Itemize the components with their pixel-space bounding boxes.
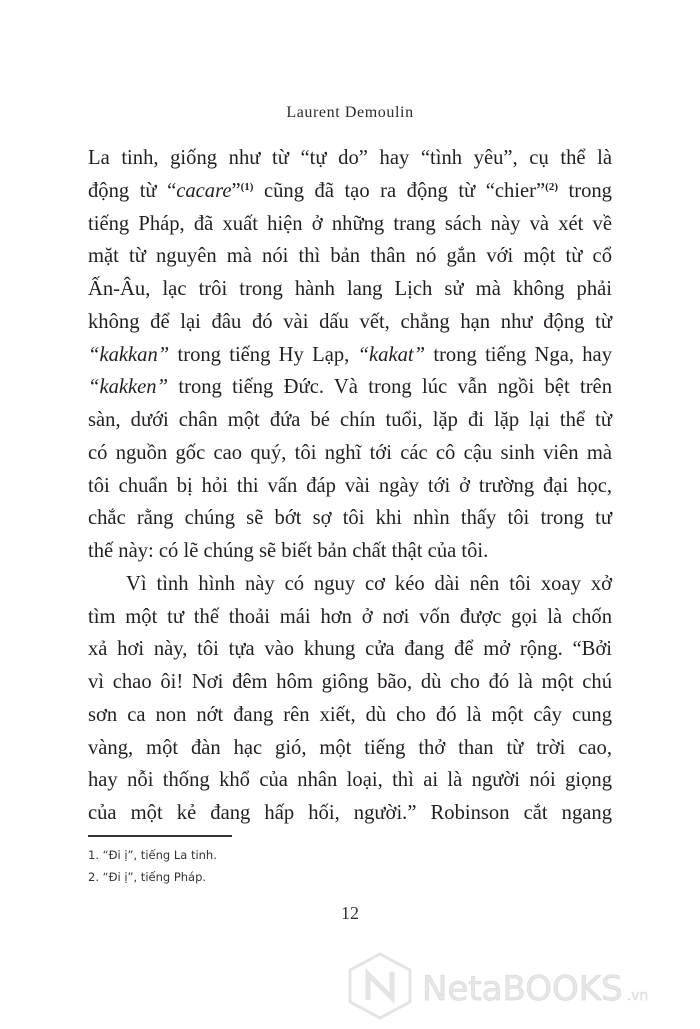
text-run: tôi chuẩn bị hỏi thi vấn đáp vài ngày tới ở trường đại học, [88,474,612,497]
text-line [88,208,612,241]
text-run: “kakkan” [88,343,170,366]
footnote-1: 1. “Đi ị”, tiếng La tinh. [88,848,217,862]
text-run: tiếng Pháp, đã xuất hiện ở những trang sách này và xét về [88,212,612,235]
text-line [88,470,612,503]
text-line [88,142,612,175]
text-run: ” [231,179,241,202]
footnote-marker: (1) [240,180,254,193]
text-run: xả hơi này, tôi tựa vào khung cửa đang để mở rộng. “Bởi [88,638,612,661]
text-run: động từ “ [88,179,177,202]
text-run: tìm một tư thế thoải mái hơn ở nơi vốn được gọi là chốn [88,605,612,628]
footnote-2: 2. “Đi ị”, tiếng Pháp. [88,870,207,884]
running-header: Laurent Demoulin [286,104,414,121]
text-run: “kakat” [357,343,426,366]
watermark-text: NetaBOOKS [422,969,623,1009]
text-line [88,535,612,568]
text-line [88,699,612,732]
text-run: hay nỗi thống khổ của nhân loại, thì ai là người nói giọng [88,769,612,792]
footnote-marker: (2) [545,180,558,193]
text-run: có nguồn gốc cao quý, tôi nghĩ tới các cô cậu sinh viên mà [88,441,612,464]
text-line [88,568,612,601]
text-run: Ấn-Âu, lạc trôi trong hành lang Lịch sử mà không phải [88,278,612,300]
text-run: cũng đã tạo ra động từ “chier” [253,179,546,202]
body-text [88,142,612,830]
text-line [88,371,612,404]
text-line [88,404,612,437]
text-run: của một kẻ đang hấp hối, người.” Robinson cắt ngang [88,802,612,824]
text-run: trong [558,179,612,202]
n-logo-icon [368,972,392,1000]
text-line [88,306,612,339]
text-run: La tinh, giống như từ “tự do” hay “tình yêu”, cụ thể là [88,147,612,169]
text-run: sơn ca non nớt đang rên xiết, dù cho đó là một cây cung [88,703,612,726]
text-line [88,666,612,699]
text-line [88,437,612,470]
watermark-logo [340,950,700,1020]
text-line [88,502,612,535]
text-run: vàng, một đàn hạc gió, một tiếng thở than từ trời cao, [88,736,612,759]
text-line [88,273,612,306]
text-run: chắc rằng chúng sẽ bớt sợ tôi khi nhìn thấy tôi trong tư [88,507,612,530]
text-line [88,797,612,830]
text-line [88,240,612,273]
text-run: Vì tình hình này có nguy cơ kéo dài nên tôi xoay xở [126,572,612,595]
text-run: trong tiếng Nga, hay [425,343,612,366]
text-line [88,764,612,797]
text-run: vì chao ôi! Nơi đêm hôm giông bão, dù cho đó là một chú [88,671,612,693]
text-line [88,732,612,765]
text-run: “kakken” [88,376,169,399]
page-number: 12 [341,903,359,923]
text-line [88,633,612,666]
text-run: thế này: có lẽ chúng sẽ biết bản chất thật của tôi. [88,540,489,562]
text-run: không để lại đâu đó vài dấu vết, chẳng hạn như động từ [88,310,612,333]
watermark-suffix: .vn [626,988,649,1004]
footnote-divider [88,835,232,837]
text-line [88,175,612,208]
text-run: trong tiếng Đức. Và trong lúc vẫn ngồi bệt trên [168,376,612,399]
text-run: mặt từ nguyên mà nói thì bản thân nó gắn với một từ cổ [88,245,612,268]
text-run: sàn, dưới chân một đứa bé chín tuổi, lặp đi lặp lại thể từ [88,409,612,431]
text-run: trong tiếng Hy Lạp, [169,343,358,366]
text-line [88,601,612,634]
text-run: cacare [176,179,232,202]
text-line [88,339,612,372]
